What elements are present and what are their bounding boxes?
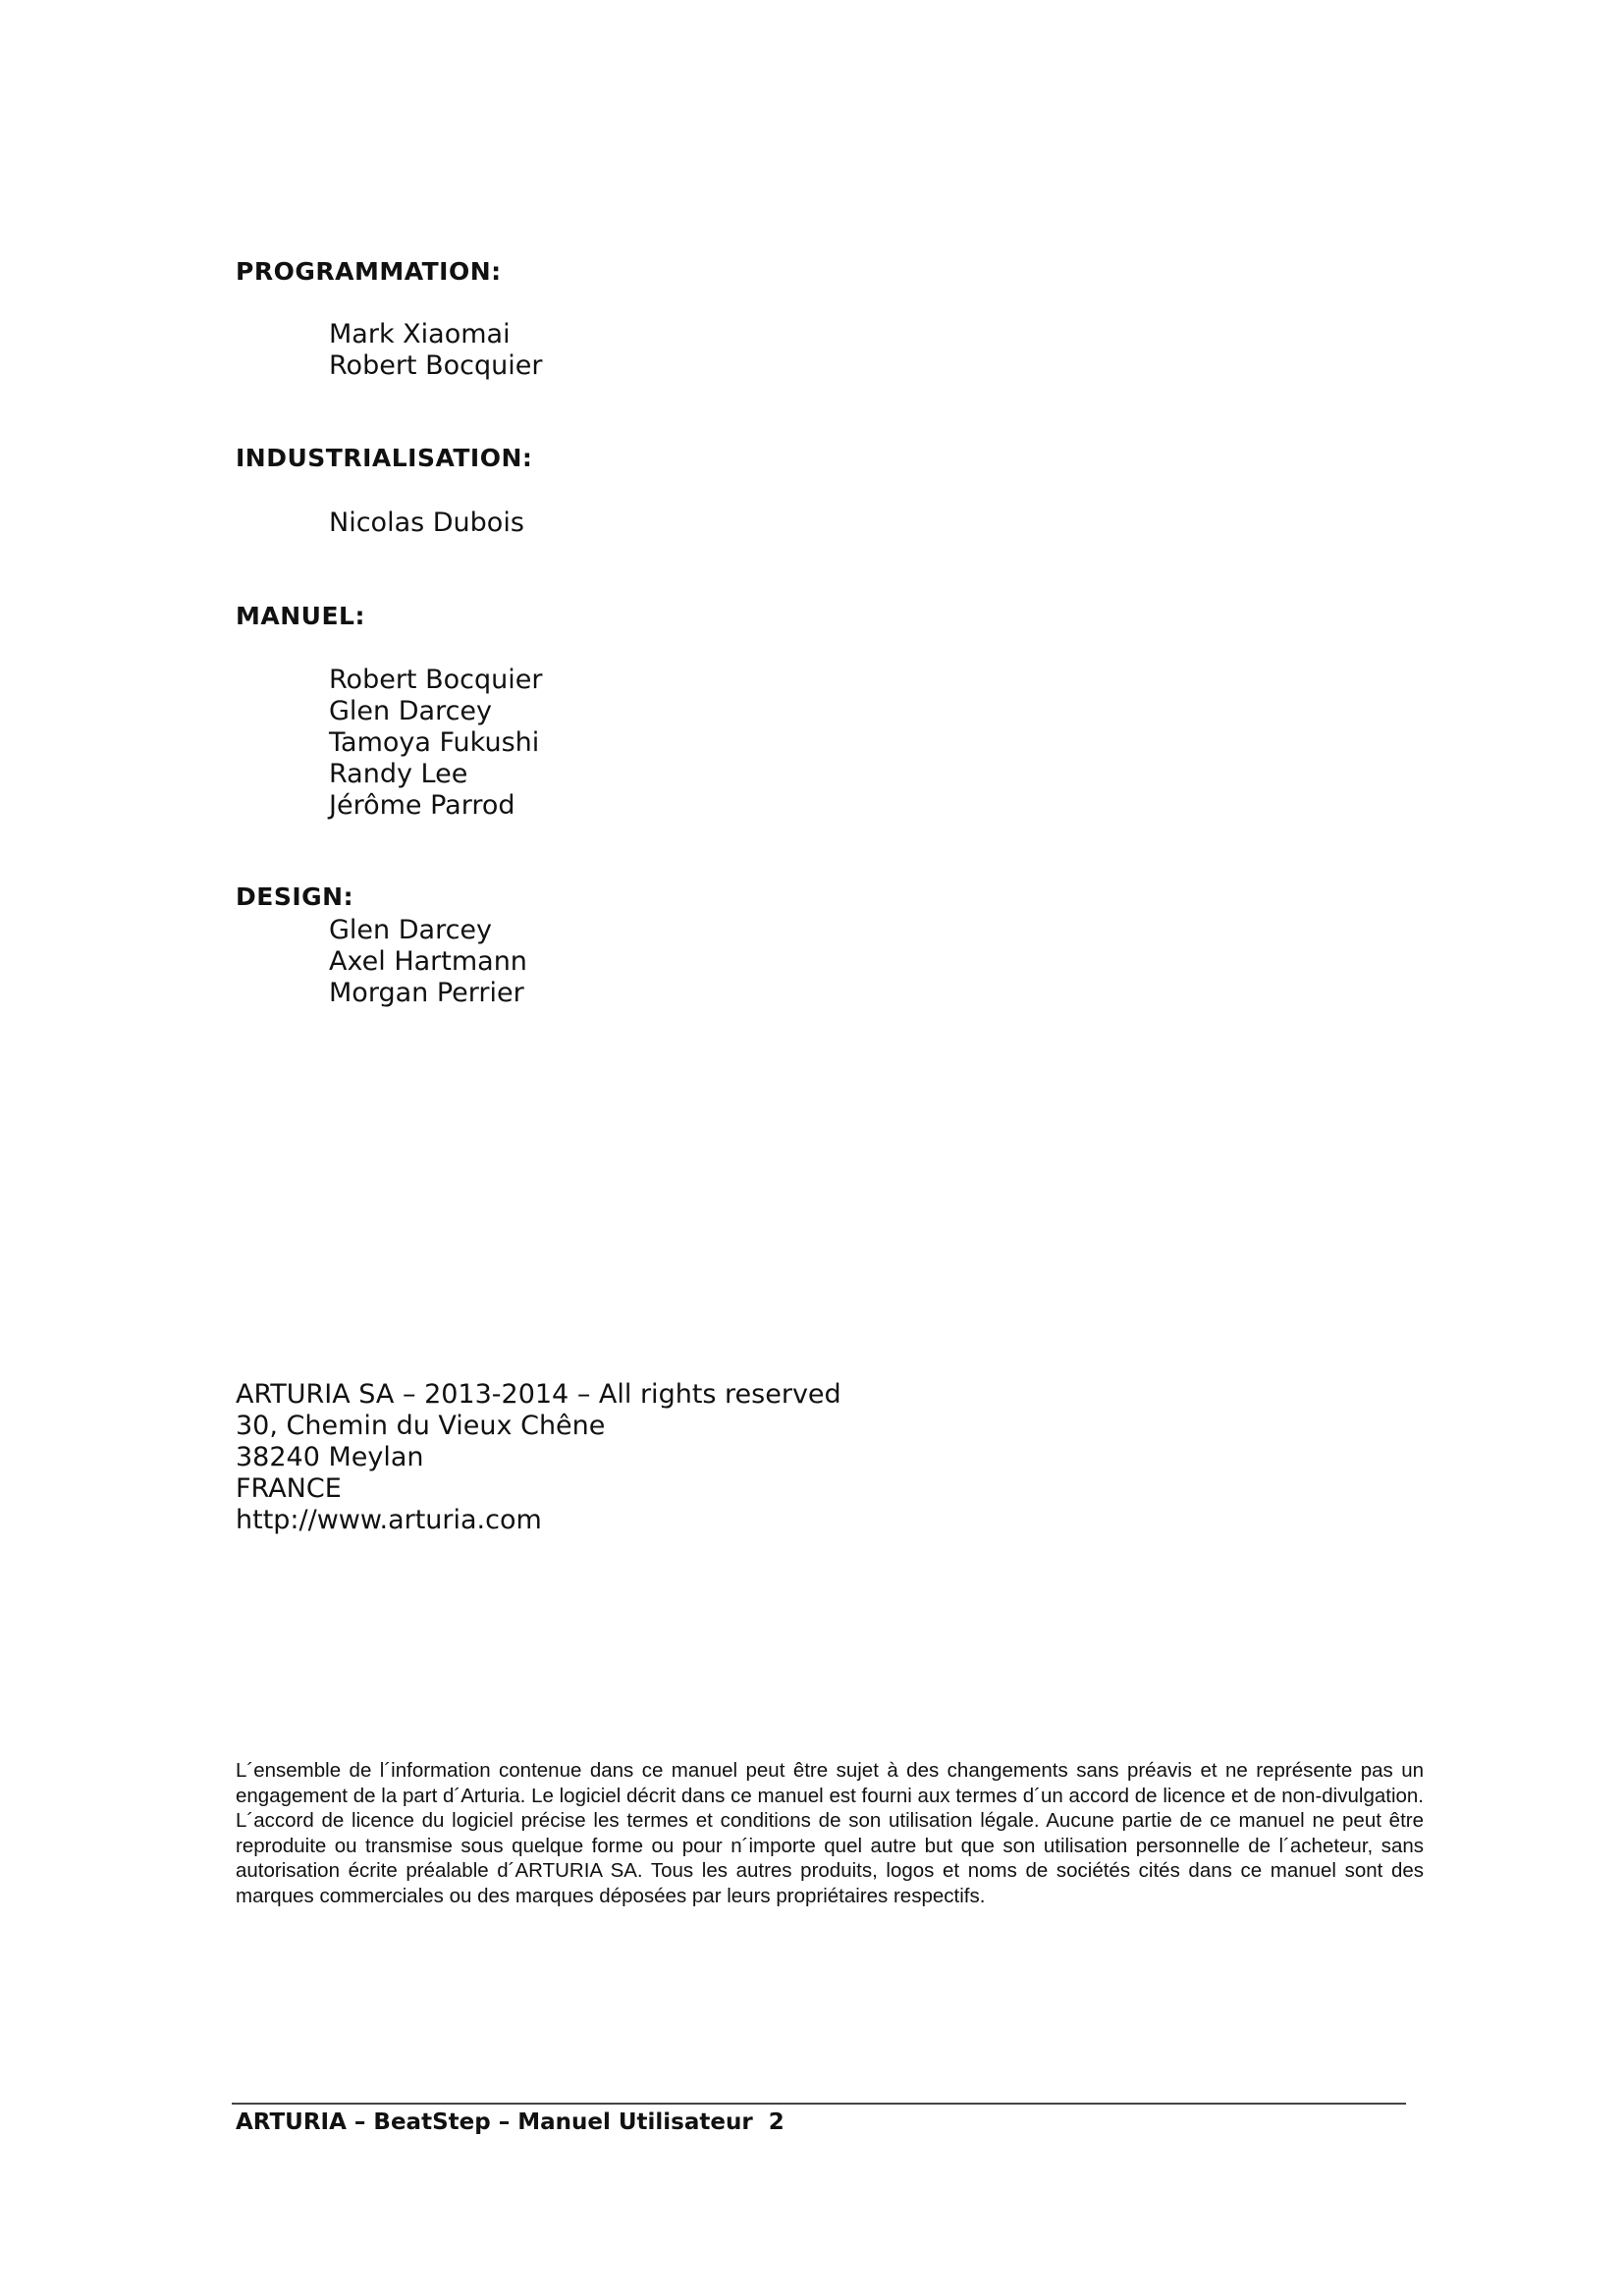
footer-divider	[232, 2103, 1406, 2105]
design-heading: DESIGN:	[236, 882, 354, 911]
design-names	[329, 915, 527, 1009]
credit-name: Glen Darcey	[329, 915, 493, 945]
credit-name: Robert Bocquier	[329, 350, 543, 381]
credit-name: Glen Darcey	[329, 696, 493, 726]
legal-notice: L´ensemble de l´information contenue dans ce manuel peut être sujet à des changements sans préavis et ne représente pas un engagement de la part d´Arturia. Le logiciel décrit dans ce manuel est fourni aux termes d´un accord de licence et de non-divulgation. L´accord de licence du logiciel précise les termes et conditions de son utilisation légale. Aucune partie de ce manuel ne peut être reproduite ou transmise sous quelque forme ou pour n´importe quel autre but que son utilisation personnelle de l´acheteur, sans autorisation écrite préalable d´ARTURIA SA. Tous les autres produits, logos et noms de sociétés cités dans ce manuel sont des marques commerciales ou des marques déposées par leurs propriétaires respectifs.	[236, 1759, 1424, 1907]
manual-heading: MANUEL:	[236, 602, 365, 630]
website-link[interactable]: http://www.arturia.com	[236, 1505, 542, 1535]
company-address-block	[236, 1379, 841, 1536]
credit-name: Tamoya Fukushi	[329, 727, 540, 758]
footer-title: ARTURIA – BeatStep – Manuel Utilisateur	[236, 2109, 753, 2135]
city-line: 38240 Meylan	[236, 1442, 424, 1472]
credit-name: Nicolas Dubois	[329, 507, 524, 538]
credit-name: Morgan Perrier	[329, 978, 524, 1008]
page-number: 2	[768, 2109, 785, 2135]
credit-name: Jérôme Parrod	[329, 790, 515, 821]
manual-names	[329, 665, 542, 822]
credit-name: Robert Bocquier	[329, 665, 543, 695]
industrialization-names	[329, 507, 524, 539]
industrialization-heading: INDUSTRIALISATION:	[236, 444, 533, 472]
page-footer	[236, 2109, 785, 2135]
credit-name: Randy Lee	[329, 759, 468, 789]
credit-name: Mark Xiaomai	[329, 319, 511, 349]
programming-names	[329, 319, 542, 382]
credit-name: Axel Hartmann	[329, 946, 527, 977]
copyright-line: ARTURIA SA – 2013-2014 – All rights reserved	[236, 1379, 841, 1410]
programming-heading: PROGRAMMATION:	[236, 257, 502, 286]
street-line: 30, Chemin du Vieux Chêne	[236, 1411, 606, 1441]
country-line: FRANCE	[236, 1473, 342, 1504]
